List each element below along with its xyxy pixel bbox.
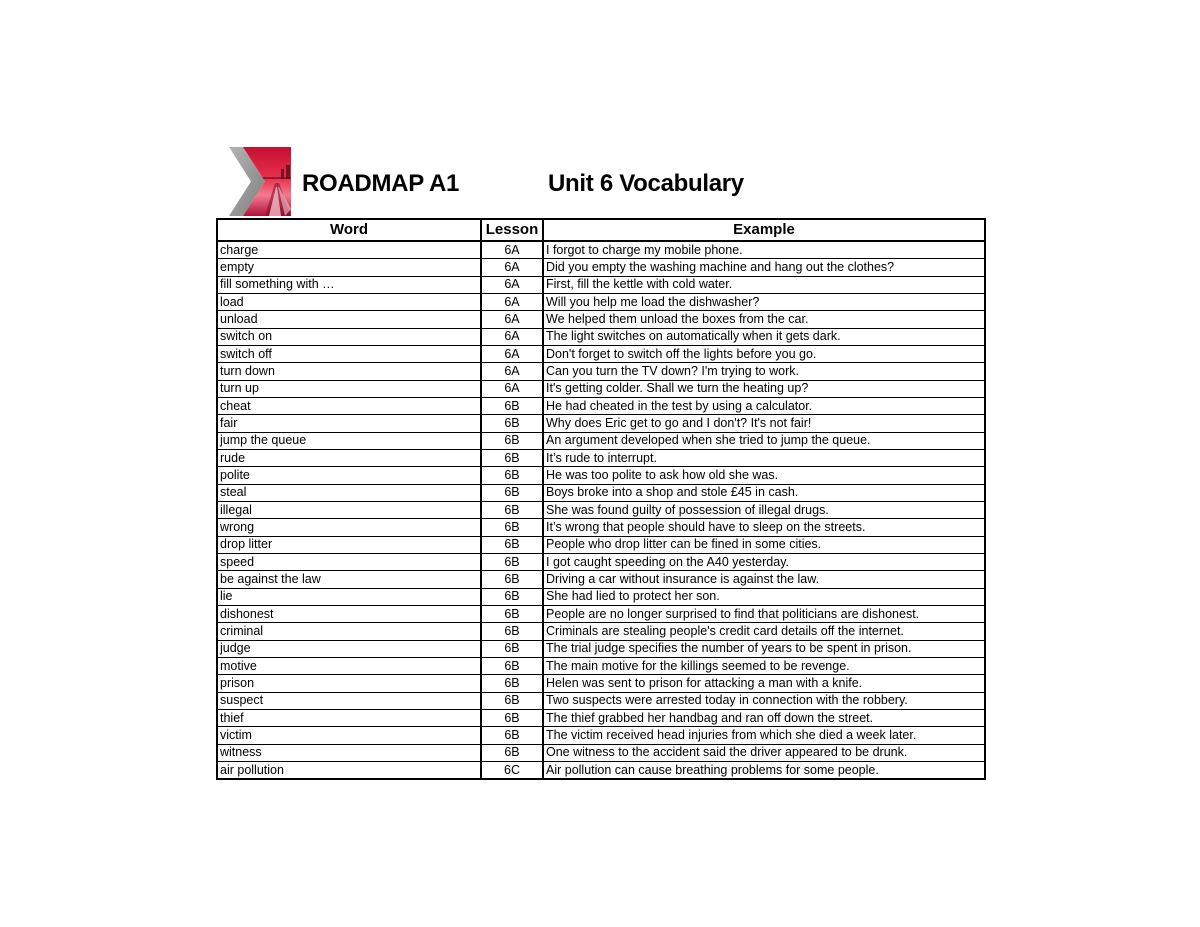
lesson-cell: 6B: [481, 501, 543, 518]
example-cell: I forgot to charge my mobile phone.: [543, 241, 985, 259]
lesson-cell: 6B: [481, 467, 543, 484]
column-header-lesson: Lesson: [481, 219, 543, 241]
table-row: [217, 727, 985, 744]
lesson-cell: 6B: [481, 571, 543, 588]
example-cell: Boys broke into a shop and stole £45 in cash.: [543, 484, 985, 501]
table-row: [217, 397, 985, 414]
example-cell: Helen was sent to prison for attacking a man with a knife.: [543, 675, 985, 692]
lesson-cell: 6B: [481, 709, 543, 726]
table-row: [217, 657, 985, 674]
example-cell: Can you turn the TV down? I'm trying to work.: [543, 363, 985, 380]
lesson-cell: 6B: [481, 484, 543, 501]
lesson-cell: 6B: [481, 675, 543, 692]
word-cell: speed: [217, 553, 481, 570]
example-cell: Will you help me load the dishwasher?: [543, 293, 985, 310]
vocabulary-table: [216, 218, 986, 780]
lesson-cell: 6B: [481, 744, 543, 761]
word-cell: turn up: [217, 380, 481, 397]
example-cell: The thief grabbed her handbag and ran off down the street.: [543, 709, 985, 726]
table-row: [217, 345, 985, 362]
lesson-cell: 6C: [481, 761, 543, 779]
word-cell: jump the queue: [217, 432, 481, 449]
lesson-cell: 6A: [481, 311, 543, 328]
table-row: [217, 623, 985, 640]
table-row: [217, 675, 985, 692]
lesson-cell: 6A: [481, 345, 543, 362]
brand-title: ROADMAP A1: [302, 170, 460, 197]
example-cell: First, fill the kettle with cold water.: [543, 276, 985, 293]
unit-title: Unit 6 Vocabulary: [548, 170, 744, 197]
lesson-cell: 6A: [481, 293, 543, 310]
table-row: [217, 640, 985, 657]
lesson-cell: 6B: [481, 449, 543, 466]
example-cell: An argument developed when she tried to jump the queue.: [543, 432, 985, 449]
table-row: [217, 363, 985, 380]
lesson-cell: 6A: [481, 241, 543, 259]
table-row: [217, 259, 985, 276]
word-cell: load: [217, 293, 481, 310]
table-row: [217, 571, 985, 588]
example-cell: She had lied to protect her son.: [543, 588, 985, 605]
example-cell: The light switches on automatically when it gets dark.: [543, 328, 985, 345]
table-row: [217, 276, 985, 293]
table-row: [217, 484, 985, 501]
word-cell: illegal: [217, 501, 481, 518]
word-cell: empty: [217, 259, 481, 276]
lesson-cell: 6A: [481, 259, 543, 276]
lesson-cell: 6B: [481, 588, 543, 605]
lesson-cell: 6A: [481, 276, 543, 293]
word-cell: prison: [217, 675, 481, 692]
lesson-cell: 6B: [481, 397, 543, 414]
table-row: [217, 605, 985, 622]
table-row: [217, 519, 985, 536]
table-row: [217, 588, 985, 605]
table-row: [217, 449, 985, 466]
lesson-cell: 6B: [481, 415, 543, 432]
example-cell: People are no longer surprised to find that politicians are dishonest.: [543, 605, 985, 622]
word-cell: turn down: [217, 363, 481, 380]
example-cell: He had cheated in the test by using a calculator.: [543, 397, 985, 414]
table-row: [217, 293, 985, 310]
word-cell: cheat: [217, 397, 481, 414]
lesson-cell: 6B: [481, 623, 543, 640]
table-row: [217, 709, 985, 726]
word-cell: criminal: [217, 623, 481, 640]
table-row: [217, 467, 985, 484]
example-cell: The trial judge specifies the number of years to be spent in prison.: [543, 640, 985, 657]
lesson-cell: 6B: [481, 657, 543, 674]
example-cell: It's getting colder. Shall we turn the heating up?: [543, 380, 985, 397]
word-cell: wrong: [217, 519, 481, 536]
table-row: [217, 415, 985, 432]
lesson-cell: 6A: [481, 328, 543, 345]
word-cell: fill something with …: [217, 276, 481, 293]
table-row: [217, 380, 985, 397]
example-cell: One witness to the accident said the driver appeared to be drunk.: [543, 744, 985, 761]
example-cell: We helped them unload the boxes from the car.: [543, 311, 985, 328]
word-cell: thief: [217, 709, 481, 726]
word-cell: be against the law: [217, 571, 481, 588]
word-cell: switch on: [217, 328, 481, 345]
lesson-cell: 6A: [481, 363, 543, 380]
example-cell: Air pollution can cause breathing problems for some people.: [543, 761, 985, 779]
word-cell: fair: [217, 415, 481, 432]
example-cell: She was found guilty of possession of illegal drugs.: [543, 501, 985, 518]
table-row: [217, 328, 985, 345]
word-cell: charge: [217, 241, 481, 259]
column-header-word: Word: [217, 219, 481, 241]
lesson-cell: 6A: [481, 380, 543, 397]
word-cell: drop litter: [217, 536, 481, 553]
lesson-cell: 6B: [481, 640, 543, 657]
word-cell: air pollution: [217, 761, 481, 779]
example-cell: Two suspects were arrested today in connection with the robbery.: [543, 692, 985, 709]
word-cell: steal: [217, 484, 481, 501]
word-cell: rude: [217, 449, 481, 466]
word-cell: lie: [217, 588, 481, 605]
example-cell: Criminals are stealing people's credit card details off the internet.: [543, 623, 985, 640]
word-cell: unload: [217, 311, 481, 328]
word-cell: judge: [217, 640, 481, 657]
example-cell: Don't forget to switch off the lights before you go.: [543, 345, 985, 362]
word-cell: suspect: [217, 692, 481, 709]
word-cell: dishonest: [217, 605, 481, 622]
table-body: [217, 241, 985, 779]
table-row: [217, 553, 985, 570]
word-cell: switch off: [217, 345, 481, 362]
roadmap-logo-icon: [229, 147, 291, 216]
example-cell: Did you empty the washing machine and hang out the clothes?: [543, 259, 985, 276]
lesson-cell: 6B: [481, 605, 543, 622]
lesson-cell: 6B: [481, 553, 543, 570]
table-row: [217, 311, 985, 328]
table-row: [217, 501, 985, 518]
example-cell: It’s wrong that people should have to sleep on the streets.: [543, 519, 985, 536]
table-header-row: [217, 219, 985, 241]
table-row: [217, 761, 985, 779]
word-cell: witness: [217, 744, 481, 761]
example-cell: People who drop litter can be fined in some cities.: [543, 536, 985, 553]
lesson-cell: 6B: [481, 692, 543, 709]
example-cell: The victim received head injuries from which she died a week later.: [543, 727, 985, 744]
lesson-cell: 6B: [481, 432, 543, 449]
table-row: [217, 241, 985, 259]
column-header-example: Example: [543, 219, 985, 241]
word-cell: victim: [217, 727, 481, 744]
table-row: [217, 692, 985, 709]
example-cell: Driving a car without insurance is against the law.: [543, 571, 985, 588]
example-cell: Why does Eric get to go and I don't? It's not fair!: [543, 415, 985, 432]
example-cell: It’s rude to interrupt.: [543, 449, 985, 466]
example-cell: He was too polite to ask how old she was.: [543, 467, 985, 484]
table-row: [217, 536, 985, 553]
example-cell: I got caught speeding on the A40 yesterday.: [543, 553, 985, 570]
word-cell: motive: [217, 657, 481, 674]
lesson-cell: 6B: [481, 519, 543, 536]
lesson-cell: 6B: [481, 536, 543, 553]
example-cell: The main motive for the killings seemed to be revenge.: [543, 657, 985, 674]
word-cell: polite: [217, 467, 481, 484]
table-row: [217, 744, 985, 761]
lesson-cell: 6B: [481, 727, 543, 744]
table-row: [217, 432, 985, 449]
